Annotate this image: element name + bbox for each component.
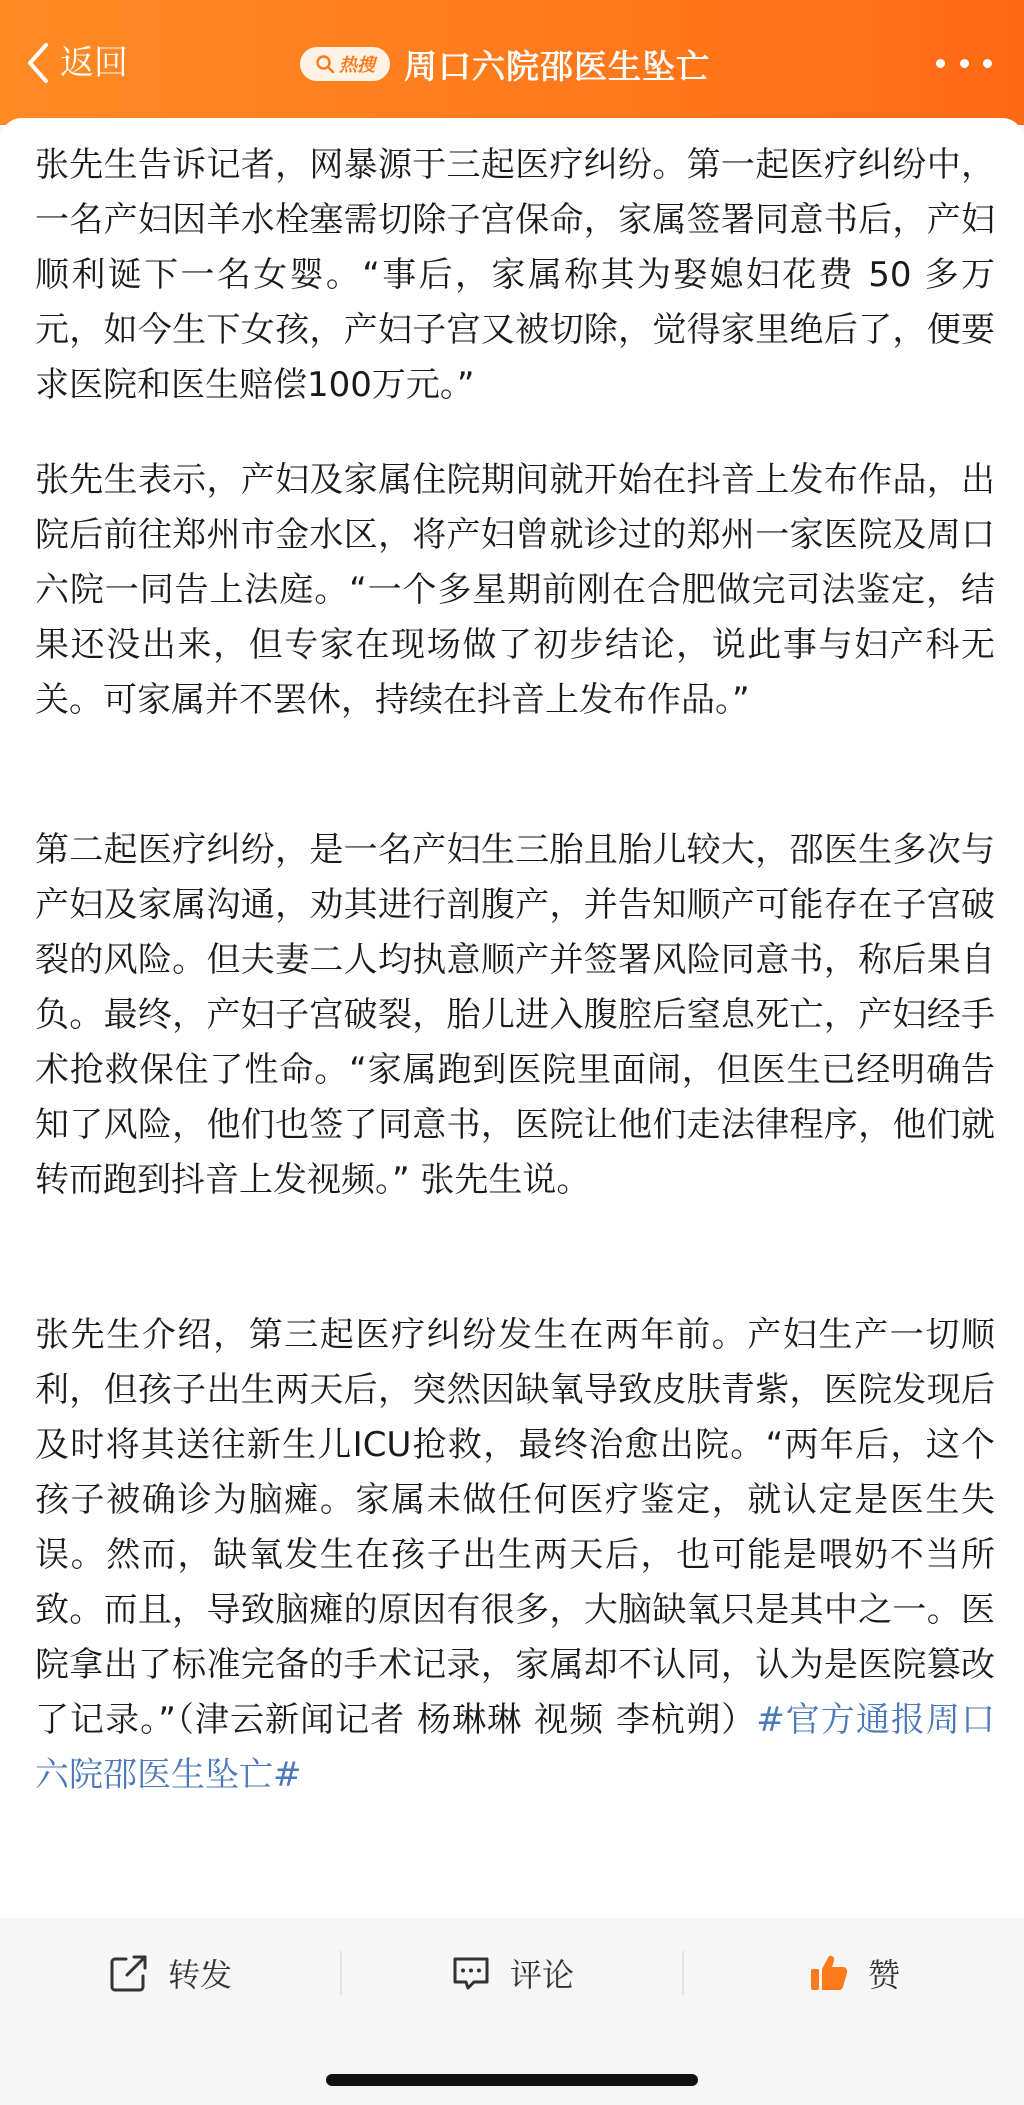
- back-button[interactable]: [24, 38, 128, 88]
- back-chevron-icon: [24, 41, 52, 85]
- article-paragraph-last: [35, 1308, 995, 1803]
- more-dot: [960, 59, 969, 68]
- article-card: [0, 118, 1024, 1918]
- top-header: [0, 0, 1024, 125]
- article-paragraph: 张先生告诉记者，网暴源于三起医疗纠纷。第一起医疗纠纷中，一名产妇因羊水栓塞需切除子宫保命，家属签署同意书后，产妇顺利诞下一名女婴。“事后，家属称其为娶媳妇花费 50 多万元，如今生下女孩，产妇子宫又被切除，觉得家里绝后了，便要求医院和医生赔偿100万元。”: [35, 145, 995, 405]
- header-title-group: [300, 40, 710, 88]
- article-paragraph: 第二起医疗纠纷，是一名产妇生三胎且胎儿较大，邵医生多次与产妇及家属沟通，劝其进行剖腹产，并告知顺产可能存在子宫破裂的风险。但夫妻二人均执意顺产并签署风险同意书，称后果自负。最终，产妇子宫破裂，胎儿进入腹腔后窒息死亡，产妇经手术抢救保住了性命。“家属跑到医院里面闹，但医生已经明确告知了风险，他们也签了同意书，医院让他们走法律程序，他们就转而跑到抖音上发视频。” 张先生说。: [35, 830, 995, 1200]
- hot-badge-label: 热搜: [339, 55, 375, 76]
- page-title: 周口六院邵医生坠亡: [404, 46, 710, 86]
- more-dot: [936, 59, 945, 68]
- topic-hashtag-link[interactable]: #官方通报周口六院邵医生坠亡#: [35, 1700, 995, 1795]
- home-indicator: [326, 2074, 698, 2086]
- comment-icon: [450, 1952, 492, 1994]
- article-paragraph-text: 张先生介绍，第三起医疗纠纷发生在两年前。产妇生产一切顺利，但孩子出生两天后，突然因缺氧导致皮肤青紫，医院发现后及时将其送往新生儿ICU抢救，最终治愈出院。“两年后，这个孩子被确诊为脑瘫。家属未做任何医疗鉴定，就认定是医生失误。然而，缺氧发生在孩子出生两天后，也可能是喂奶不当所致。而且，导致脑瘫的原因有很多，大脑缺氧只是其中之一。医院拿出了标准完备的手术记录，家属却不认同，认为是医院篡改了记录。”（津云新闻记者 杨琳琳 视频 李杭朔）: [35, 1315, 996, 1740]
- hot-search-badge[interactable]: [300, 47, 390, 81]
- back-label: 返回: [60, 43, 128, 83]
- more-icon[interactable]: [936, 56, 992, 70]
- action-bar: [0, 1918, 1024, 2028]
- like-button[interactable]: [684, 1943, 1024, 2003]
- like-label: 赞: [867, 1956, 900, 1994]
- more-dot: [983, 59, 992, 68]
- thumbs-up-icon: [808, 1952, 850, 1994]
- comment-label: 评论: [509, 1956, 574, 1994]
- article-paragraph: 张先生表示，产妇及家属住院期间就开始在抖音上发布作品，出院后前往郑州市金水区，将产妇曾就诊过的郑州一家医院及周口六院一同告上法庭。“一个多星期前刚在合肥做完司法鉴定，结果还没出来，但专家在现场做了初步结论，说此事与妇产科无关。可家属并不罢休，持续在抖音上发布作品。”: [35, 460, 995, 720]
- repost-label: 转发: [167, 1956, 232, 1994]
- comment-button[interactable]: [342, 1943, 682, 2003]
- search-icon: [315, 54, 335, 74]
- repost-button[interactable]: [0, 1943, 340, 2003]
- repost-icon: [108, 1952, 150, 1994]
